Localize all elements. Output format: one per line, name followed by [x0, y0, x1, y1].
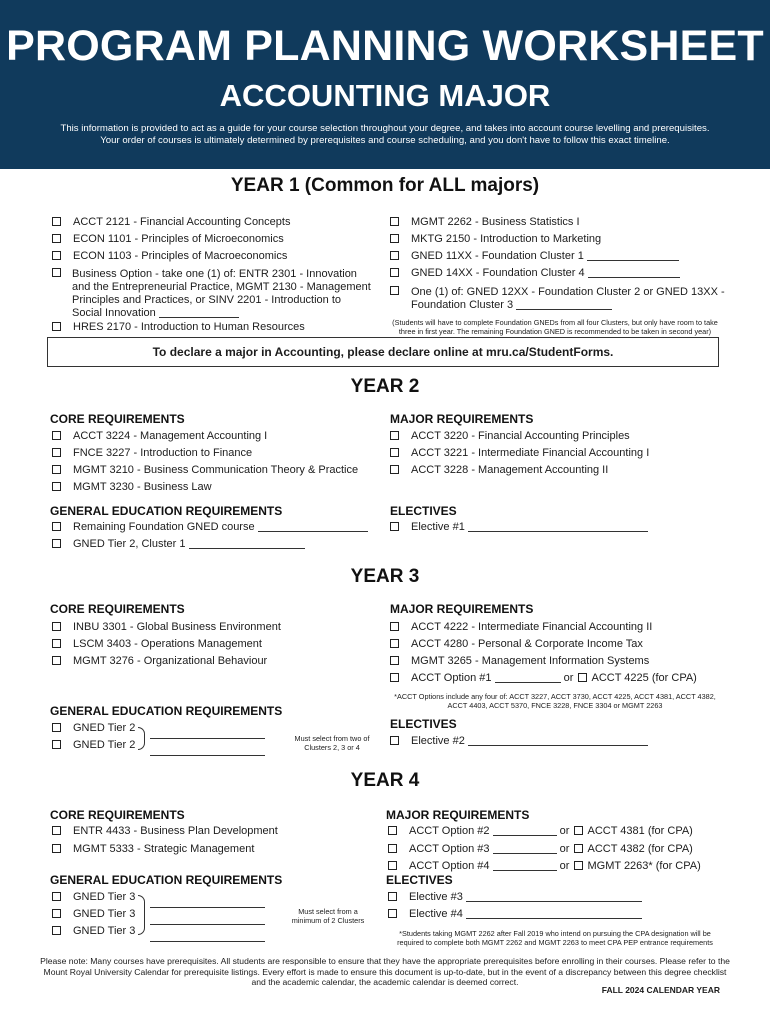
checkbox[interactable]: [52, 322, 61, 331]
checkbox[interactable]: [388, 892, 397, 901]
year3-major-course: MGMT 3265 - Management Information Systems: [390, 653, 649, 670]
year2-major-course: ACCT 3228 - Management Accounting II: [390, 462, 608, 479]
year4-elective: Elective #3: [388, 889, 642, 906]
checkbox[interactable]: [574, 826, 583, 835]
acct-options-note: *ACCT Options include any four of: ACCT 3227, ACCT 3730, ACCT 4225, ACCT 4381, ACCT 4382, ACCT 4403, ACCT 5370, FNCE 3228, FNCE 3304 or MGMT 2263: [394, 692, 716, 710]
year3-acct-option: ACCT Option #1 or ACCT 4225 (for CPA): [390, 670, 697, 687]
intro-line-1: This information is provided to act as a guide for your course selection throughout your degree, and takes into account course levelling and prerequisites.: [60, 123, 710, 134]
checkbox[interactable]: [52, 217, 61, 226]
year1-course: GNED 11XX - Foundation Cluster 1: [390, 248, 679, 265]
year1-course: [52, 265, 73, 282]
blank-line[interactable]: [150, 927, 265, 945]
checkbox[interactable]: [52, 251, 61, 260]
calendar-year-stamp: FALL 2024 CALENDAR YEAR: [601, 985, 720, 995]
checkbox[interactable]: [578, 673, 587, 682]
year3-major-course: ACCT 4222 - Intermediate Financial Accounting II: [390, 619, 652, 636]
checkbox[interactable]: [390, 522, 399, 531]
checkbox[interactable]: [52, 723, 61, 732]
checkbox[interactable]: [390, 251, 399, 260]
blank-line[interactable]: [493, 825, 557, 836]
intro-line-2: Your order of courses is ultimately determined by prerequisites and course scheduling, and you don't have to follow this exact timeline.: [100, 135, 670, 146]
year3-major-course: ACCT 4280 - Personal & Corporate Income Tax: [390, 636, 643, 653]
year1-title: YEAR 1 (Common for ALL majors): [230, 175, 540, 196]
checkbox[interactable]: [390, 217, 399, 226]
tier3-cluster-note: Must select from a minimum of 2 Clusters: [291, 907, 365, 925]
checkbox[interactable]: [52, 909, 61, 918]
checkbox[interactable]: [52, 482, 61, 491]
checkbox[interactable]: [52, 926, 61, 935]
checkbox[interactable]: [390, 431, 399, 440]
blank-line[interactable]: [587, 250, 679, 261]
year1-course: [390, 283, 411, 300]
year2-core-title: CORE REQUIREMENTS: [50, 412, 185, 426]
year1-course: ACCT 2121 - Financial Accounting Concepts: [52, 214, 290, 231]
year3-electives-title: ELECTIVES: [390, 717, 457, 731]
year4-core-title: CORE REQUIREMENTS: [50, 808, 185, 822]
year4-gened-course: GNED Tier 3: [52, 889, 135, 906]
blank-line[interactable]: [495, 672, 561, 683]
blank-line[interactable]: [493, 843, 557, 854]
year2-core-course: MGMT 3230 - Business Law: [52, 479, 212, 496]
year2-elective: Elective #1: [390, 519, 648, 536]
year3-core-title: CORE REQUIREMENTS: [50, 602, 185, 616]
bracket: [138, 727, 145, 750]
year4-acct-option: ACCT Option #3 or ACCT 4382 (for CPA): [388, 841, 693, 858]
blank-line[interactable]: [466, 908, 642, 919]
checkbox[interactable]: [390, 736, 399, 745]
year1-course: ECON 1103 - Principles of Macroeconomics: [52, 248, 287, 265]
blank-line[interactable]: [159, 307, 239, 318]
checkbox[interactable]: [574, 861, 583, 870]
blank-line[interactable]: [189, 538, 305, 549]
year4-gened-course: GNED Tier 3: [52, 906, 135, 923]
blank-line[interactable]: [588, 267, 680, 278]
year4-core-course: ENTR 4433 - Business Plan Development: [52, 823, 278, 840]
checkbox[interactable]: [52, 522, 61, 531]
checkbox[interactable]: [388, 844, 397, 853]
year2-major-course: ACCT 3221 - Intermediate Financial Accounting I: [390, 445, 649, 462]
year2-core-course: FNCE 3227 - Introduction to Finance: [52, 445, 252, 462]
year4-electives-title: ELECTIVES: [386, 873, 453, 887]
intro-text: [30, 123, 740, 147]
blank-line[interactable]: [493, 860, 557, 871]
year4-core-course: MGMT 5333 - Strategic Management: [52, 841, 254, 858]
checkbox[interactable]: [388, 861, 397, 870]
cluster-option-text: One (1) of: GNED 12XX - Foundation Cluster 2 or GNED 13XX - Foundation Cluster 3: [411, 286, 725, 311]
year2-gened-course: GNED Tier 2, Cluster 1: [52, 536, 305, 553]
prerequisite-disclaimer: Please note: Many courses have prerequisites. All students are responsible to ensure that they have the appropriate prerequisites before enrolling in their courses. Please refer to the Mount Royal University Calendar for prerequisite listings. Every effort is made to ensure this document is up-to-date, but in the event of a discrepancy between this degree checklist and the academic calendar, the academic calendar is deemed correct.: [40, 956, 730, 987]
checkbox[interactable]: [390, 286, 399, 295]
year1-course: MKTG 2150 - Introduction to Marketing: [390, 231, 601, 248]
checkbox[interactable]: [52, 268, 61, 277]
year3-major-title: MAJOR REQUIREMENTS: [390, 602, 534, 616]
checkbox[interactable]: [52, 622, 61, 631]
year3-gened-course: GNED Tier 2: [52, 737, 135, 754]
page-subtitle: ACCOUNTING MAJOR: [219, 78, 551, 113]
checkbox[interactable]: [52, 740, 61, 749]
checkbox[interactable]: [390, 673, 399, 682]
year3-title: YEAR 3: [350, 566, 420, 587]
year4-elective: Elective #4: [388, 906, 642, 923]
year2-major-course: ACCT 3220 - Financial Accounting Principles: [390, 428, 630, 445]
year2-electives-title: ELECTIVES: [390, 504, 457, 518]
year1-course: MGMT 2262 - Business Statistics I: [390, 214, 580, 231]
blank-line[interactable]: [150, 910, 265, 928]
checkbox[interactable]: [390, 448, 399, 457]
checkbox[interactable]: [574, 844, 583, 853]
declare-major-notice: To declare a major in Accounting, please declare online at mru.ca/StudentForms.: [47, 337, 719, 367]
checkbox[interactable]: [52, 656, 61, 665]
checkbox[interactable]: [52, 234, 61, 243]
year2-title: YEAR 2: [350, 376, 420, 397]
blank-line[interactable]: [258, 521, 368, 532]
year2-gened-course: Remaining Foundation GNED course: [52, 519, 368, 536]
business-option-text: Business Option - take one (1) of: ENTR 2301 - Innovation and the Entrepreneurial Practice, MGMT 2130 - Management Principles and Practices, or SINV 2201 - Introduction to Social Innovation: [72, 268, 371, 319]
checkbox[interactable]: [52, 826, 61, 835]
checkbox[interactable]: [388, 909, 397, 918]
year3-core-course: LSCM 3403 - Operations Management: [52, 636, 262, 653]
checkbox[interactable]: [52, 448, 61, 457]
checkbox[interactable]: [390, 465, 399, 474]
year3-gened-course: GNED Tier 2: [52, 720, 135, 737]
checkbox[interactable]: [52, 639, 61, 648]
year2-core-course: MGMT 3210 - Business Communication Theory & Practice: [52, 462, 358, 479]
year1-course: HRES 2170 - Introduction to Human Resources: [52, 319, 305, 336]
checkbox[interactable]: [390, 639, 399, 648]
blank-line[interactable]: [516, 299, 612, 310]
checkbox[interactable]: [390, 234, 399, 243]
foundation-gned-note: (Students will have to complete Foundation GNEDs from all four Clusters, but only have room to take three in first year. The remaining Foundation GNED is recommended to be taken in second year): [392, 318, 718, 336]
header-banner: [0, 0, 770, 169]
mgmt-cpa-note: *Students taking MGMT 2262 after Fall 2019 who intend on pursuing the CPA designation will be required to complete both MGMT 2262 and MGMT 2263 to meet CPA PEP entrance requirements: [397, 929, 713, 947]
year3-gened-title: GENERAL EDUCATION REQUIREMENTS: [50, 704, 283, 718]
year1-course: ECON 1101 - Principles of Microeconomics: [52, 231, 284, 248]
checkbox[interactable]: [52, 892, 61, 901]
year4-acct-option: ACCT Option #2 or ACCT 4381 (for CPA): [388, 823, 693, 840]
year1-course: GNED 14XX - Foundation Cluster 4: [390, 265, 680, 282]
blank-line[interactable]: [466, 891, 642, 902]
blank-line[interactable]: [150, 724, 265, 742]
checkbox[interactable]: [52, 539, 61, 548]
checkbox[interactable]: [388, 826, 397, 835]
tier2-cluster-note: Must select from two of Clusters 2, 3 or 4: [294, 734, 370, 752]
checkbox[interactable]: [390, 656, 399, 665]
year4-gened-course: GNED Tier 3: [52, 923, 135, 940]
blank-line[interactable]: [150, 893, 265, 911]
checkbox[interactable]: [390, 622, 399, 631]
blank-line[interactable]: [468, 521, 648, 532]
year2-major-title: MAJOR REQUIREMENTS: [390, 412, 534, 426]
year3-elective: Elective #2: [390, 733, 648, 750]
checkbox[interactable]: [390, 268, 399, 277]
year4-major-title: MAJOR REQUIREMENTS: [386, 808, 530, 822]
year4-acct-option: ACCT Option #4 or MGMT 2263* (for CPA): [388, 858, 701, 875]
year4-title: YEAR 4: [350, 770, 420, 791]
bracket: [138, 895, 145, 935]
checkbox[interactable]: [52, 465, 61, 474]
year3-core-course: MGMT 3276 - Organizational Behaviour: [52, 653, 267, 670]
year2-core-course: ACCT 3224 - Management Accounting I: [52, 428, 267, 445]
checkbox[interactable]: [52, 844, 61, 853]
checkbox[interactable]: [52, 431, 61, 440]
year4-gened-title: GENERAL EDUCATION REQUIREMENTS: [50, 873, 283, 887]
blank-line[interactable]: [468, 735, 648, 746]
year3-core-course: INBU 3301 - Global Business Environment: [52, 619, 281, 636]
blank-line[interactable]: [150, 741, 265, 759]
year2-gened-title: GENERAL EDUCATION REQUIREMENTS: [50, 504, 283, 518]
page-title: PROGRAM PLANNING WORKSHEET: [6, 22, 764, 70]
